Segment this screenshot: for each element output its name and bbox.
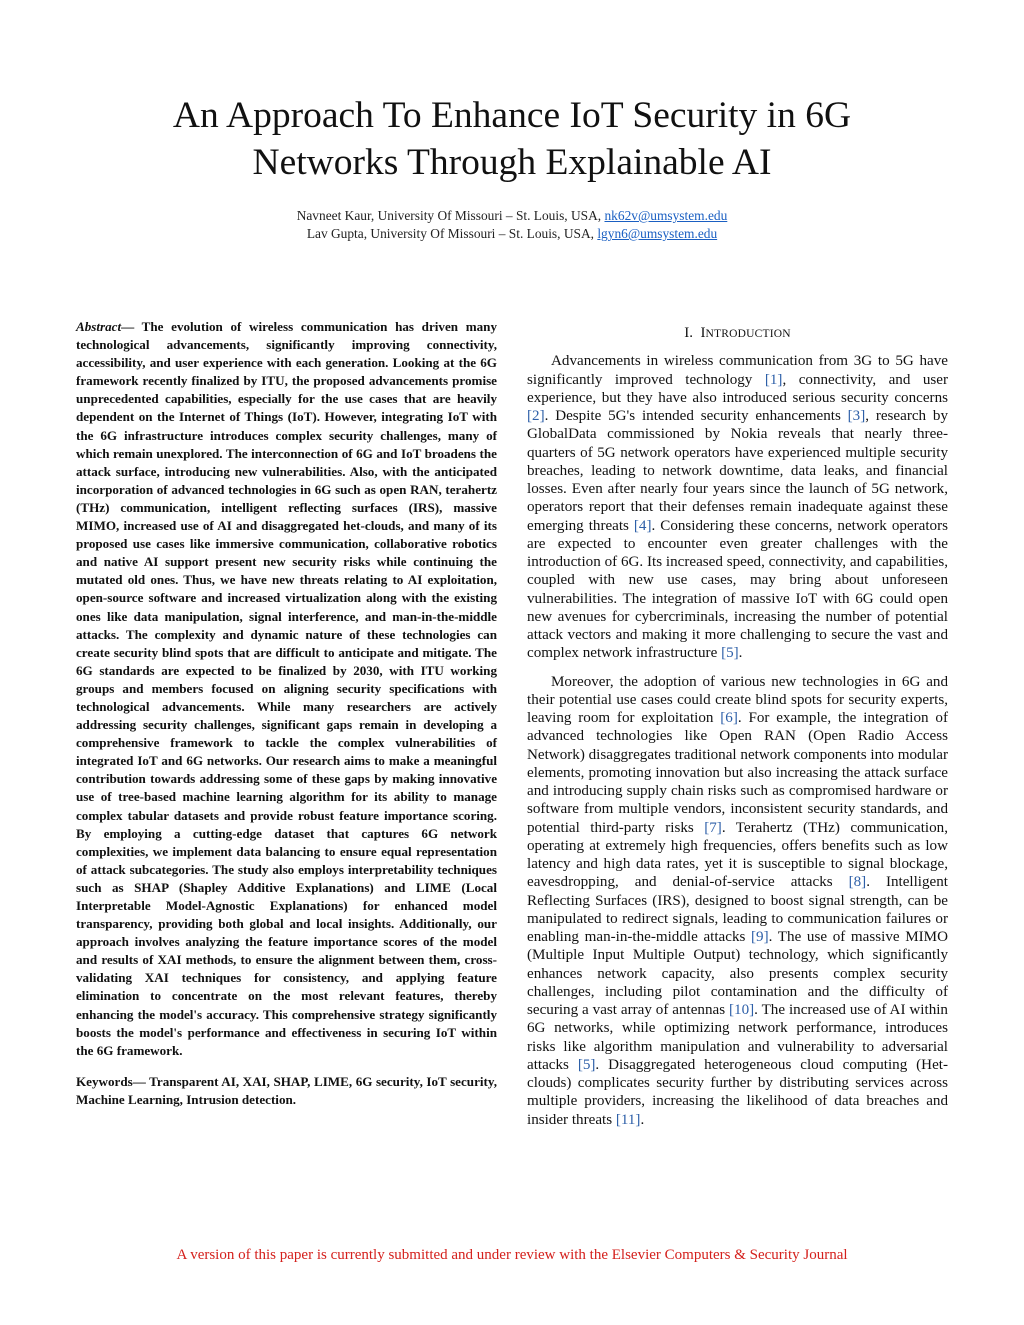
- text-run: . Despite 5G's intended security enhancements: [544, 408, 848, 424]
- abstract-heading: Abstract: [76, 319, 122, 334]
- author-line: [150, 207, 874, 225]
- citation-link[interactable]: [2]: [527, 408, 545, 424]
- citation-link[interactable]: [6]: [720, 710, 738, 726]
- title-line-2: Networks Through Explainable AI: [252, 142, 772, 183]
- abstract-paragraph: [76, 318, 497, 1060]
- keywords-paragraph: [76, 1073, 497, 1109]
- author-email-link[interactable]: lgyn6@umsystem.edu: [597, 226, 718, 241]
- author-email-link[interactable]: nk62v@umsystem.edu: [604, 208, 728, 223]
- keywords-label: Keywords—: [76, 1073, 150, 1089]
- abstract-dash: —: [121, 319, 142, 334]
- text-run: , research by GlobalData commissioned by Nokia reveals that nearly three-quarters of 5G network operators have experienced multiple security breaches, leading to network downtime, data leaks, and financial losses. Even after nearly four years since the launch of 5G network, operators report that their defenses remain inadequate against these emerging threats: [527, 408, 949, 534]
- text-run: Moreover, the adoption of various new technologies in 6G and their potential use cases could create blind spots for security experts, leaving room for exploitation: [527, 673, 948, 726]
- citation-link[interactable]: [3]: [847, 408, 866, 424]
- keywords-text: Transparent AI, XAI, SHAP, LIME, 6G security, IoT security, Machine Learning, Intrusion detection.: [76, 1073, 497, 1107]
- text-run: . For example, the integration of advanced technologies like Open RAN (Open Radio Access Network) disaggregates traditional network components into modular elements, promoting innovation but also increasing the attack surface and introducing supply chain risks such as compromised hardware or software from multiple vendors, inconsistent security standards, and potential third-party risks: [527, 710, 948, 836]
- introduction-column: [527, 318, 948, 1129]
- text-run: . Terahertz (THz) communication, operating at extremely high frequencies, offers benefits such as low latency and high data rates, yet it is susceptible to signal blockage, eavesdropping, and denial-of-service attacks: [527, 819, 948, 891]
- author-affiliation: Lav Gupta, University Of Missouri – St. Louis, USA,: [306, 226, 598, 241]
- text-run: . The increased use of AI within 6G networks, while optimizing network performance, introduces risks like algorithm manipulation and vulnerability to adversarial attacks: [527, 1002, 948, 1073]
- text-run: .: [738, 645, 743, 662]
- text-run: .: [640, 1111, 645, 1128]
- citation-link[interactable]: [5]: [721, 645, 739, 662]
- citation-link[interactable]: [11]: [615, 1111, 641, 1128]
- section-heading-first-letter: I: [700, 325, 706, 341]
- section-heading-introduction: [527, 324, 948, 343]
- author-affiliation: Navneet Kaur, University Of Missouri – St. Louis, USA,: [296, 208, 605, 223]
- paper-title: [100, 92, 924, 186]
- text-run: . Disaggregated heterogeneous cloud computing (Het-clouds) complicates security further by distributing services across multiple providers, increasing the likelihood of data breaches and insider threats: [527, 1056, 948, 1128]
- abstract-body: The evolution of wireless communication has driven many technological advancements, significantly improving connectivity, accessibility, and user experience with each generation. Looking at the 6G framework recently finalized by ITU, the proposed advancements promise unprecedented capabilities, especially for the use cases that are heavily dependent on the Internet of Things (IoT). However, integrating IoT with the 6G infrastructure introduces complex security challenges, many of which remain unexplored. The interconnection of 6G and IoT broadens the attack surface, introducing new vulnerabilities. Also, with the anticipated incorporation of advanced technologies in 6G such as open RAN, terahertz (THz) communication, intelligent reflecting surfaces (IRS), massive MIMO, increased use of AI and disaggregated het-clouds, and many of its proposed use cases like immersive communication, collaborative robotics and native AI support present new security risks while continuing the mutated old ones. Thus, we have new threats relating to AI exploitation, open-source software and increased virtualization along with the existing ones like data manipulation, signal interference, and man-in-the-middle attacks. The complexity and dynamic nature of these technologies can create security blind spots that are difficult to anticipate and mitigate. The 6G standards are expected to be finalized by 2030, with ITU working groups and members focused on aligning security specifications with technological advancements. While many researchers are actively addressing security challenges, significant gaps remain in developing a comprehensive framework to tackle the complex vulnerabilities of integrated IoT and 6G networks. Our research aims to make a meaningful contribution towards addressing some of these gaps by making innovative use of tree-based machine learning algorithm for its ability to manage complex tabular datasets and provide robust feature importance scoring. By employing a cutting-edge dataset that captures 6G network complexities, we implement data balancing to ensure equal representation of attack subcategories. The study also employs interpretability techniques such as SHAP (Shapley Additive Explanations) and LIME (Local Interpretable Model-Agnostic Explanations) for enhanced model transparency, providing both global and local insights. Additionally, our approach involves analyzing the feature importance scores of the model and results of XAI methods, to ensure the alignment between them, cross-validating XAI techniques for consistency, and applying feature elimination to concentrate on the most relevant features, thereby enhancing the model's accuracy. This comprehensive strategy significantly boosts the model's performance and effectiveness in securing IoT within the 6G framework.: [76, 319, 497, 1058]
- intro-paragraph-1: [527, 352, 948, 662]
- text-run: , connectivity, and user experience, but they have also introduced serious security concerns: [527, 371, 948, 406]
- citation-link[interactable]: [1]: [764, 371, 783, 388]
- title-line-1: An Approach To Enhance IoT Security in 6G: [172, 95, 852, 136]
- citation-link[interactable]: [9]: [751, 929, 769, 945]
- citation-link[interactable]: [10]: [729, 1002, 755, 1018]
- text-run: . Considering these concerns, network operators are expected to encounter even greater challenges with the introduction of 6G. Its increased speed, connectivity, and capabilities, coupled with new use cases, may bring about unforeseen vulnerabilities. The integration of massive IoT with 6G could open new avenues for cybercriminals, increasing the number of potential attack vectors and making it more challenging to secure the vast and complex network infrastructure: [527, 517, 948, 662]
- citation-link[interactable]: [8]: [848, 874, 867, 891]
- citation-link[interactable]: [4]: [633, 517, 652, 534]
- intro-paragraph-2: [527, 673, 948, 1129]
- citation-link[interactable]: [5]: [577, 1056, 596, 1073]
- author-line: [150, 225, 874, 243]
- text-run: . The use of massive MIMO (Multiple Input Multiple Output) technology, which significantly enhances network capacity, also presents complex security challenges, including pilot contamination and the difficulty of securing a vast array of antennas: [527, 929, 948, 1018]
- abstract-column: [76, 318, 497, 1109]
- citation-link[interactable]: [7]: [704, 819, 722, 836]
- author-block: [150, 207, 874, 243]
- submission-note-footer: A version of this paper is currently submitted and under review with the Elsevier Computers & Security Journal: [176, 1247, 848, 1263]
- text-run: . Intelligent Reflecting Surfaces (IRS), designed to boost signal strength, can be manipulated to redirect signals, leading to communication failures or enabling man-in-the-middle attacks: [527, 874, 948, 945]
- section-heading-rest: NTRODUCTION: [705, 328, 791, 340]
- section-numeral: I.: [684, 325, 693, 341]
- text-run: Advancements in wireless communication from 3G to 5G have significantly improved technology: [527, 353, 948, 388]
